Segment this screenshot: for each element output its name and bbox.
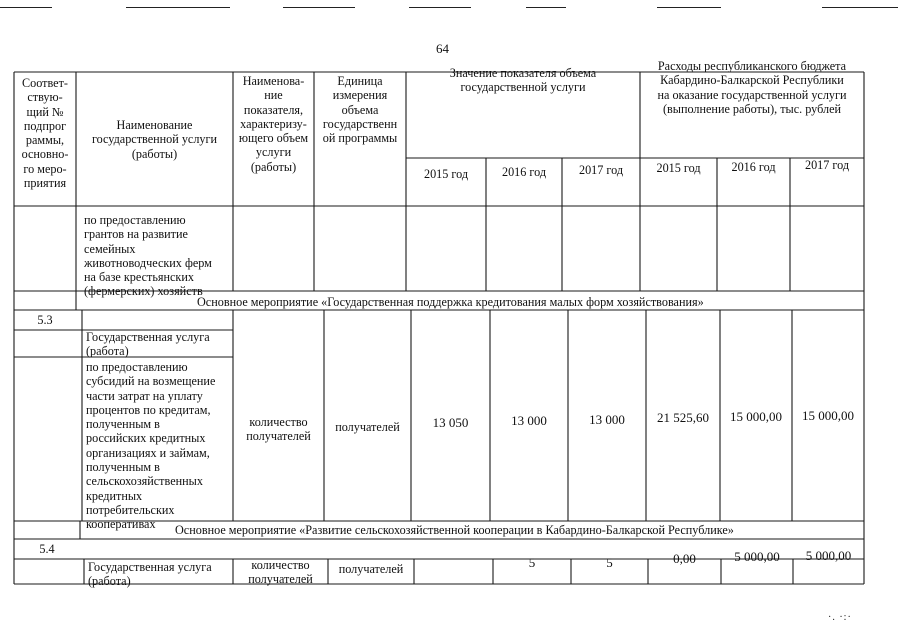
main-activity-5-3-title: Основное мероприятие «Государственная поддержка кредитования малых форм хозяйствования» (197, 295, 704, 309)
header-col-service-name: Наименование государственной услуги (работы) (91, 118, 218, 161)
value-2015: 13 050 (432, 415, 469, 430)
header-col-indicator-name: Наименова- ние показателя, характеризу- ющего объем услуги (работы) (238, 74, 309, 174)
main-activity-5-4-title: Основное мероприятие «Развитие сельскохозяйственной кооперации в Кабардино-Балкарской Республике» (175, 523, 734, 537)
continued-service-name: по предоставлению грантов на развитие семейных животноводческих ферм на базе крестьянских (фермерских) хозяйств (84, 213, 212, 299)
last-expense-2015: 0,00 (673, 551, 696, 566)
header-col-unit: Единица измерения объема государственн ой программы (322, 74, 398, 146)
header-col-subprogram-number: Соответ- ствую- щий № подпрог раммы, основно- го меро- приятия (21, 76, 69, 191)
value-2017: 13 000 (589, 412, 625, 427)
header-year-2017-value: 2017 год (578, 163, 624, 177)
last-service-indicator: количество получателей (248, 558, 313, 587)
top-rule (657, 7, 721, 8)
service-description: по предоставлению субсидий на возмещение части затрат на уплату процентов по кредитам, полученным в российских кредитных организациях и займам, полученным в сельскохозяйственных кредитных потребительских кооперативах (86, 360, 216, 532)
top-rule (283, 7, 355, 8)
header-year-2016-expense: 2016 год (731, 160, 776, 174)
last-service-unit: получателей (338, 562, 404, 576)
header-year-2017-expense: 2017 год (804, 158, 850, 172)
service-indicator: количество получателей (246, 415, 311, 444)
top-rule (126, 7, 230, 8)
top-rule (409, 7, 471, 8)
header-group-indicator-value: Значение показателя объема государственной услуги (449, 66, 597, 95)
last-value-2016: 5 (528, 555, 536, 570)
value-2016: 13 000 (511, 413, 547, 428)
top-rule (0, 7, 52, 8)
last-expense-2016: 5 000,00 (734, 549, 780, 564)
last-service-label: Государственная услуга (работа) (88, 560, 212, 589)
service-label: Государственная услуга (работа) (86, 330, 210, 359)
top-rule (526, 7, 566, 8)
expense-2015: 21 525,60 (657, 410, 709, 425)
last-value-2017: 5 (606, 555, 613, 570)
scan-marks: ·. ·:· (828, 612, 852, 623)
header-group-budget-expenses: Расходы республиканского бюджета Кабардино-Балкарской Республики на оказание государственной услуги (выполнение работы), тыс. рублей (657, 59, 847, 116)
row-number-5-4: 5.4 (39, 542, 55, 556)
expense-2016: 15 000,00 (730, 409, 782, 424)
page-number: 64 (436, 41, 449, 56)
top-rule (822, 7, 898, 8)
header-year-2016-value: 2016 год (501, 165, 547, 179)
last-expense-2017: 5 000,00 (805, 548, 852, 563)
row-number-5-3: 5.3 (37, 313, 53, 327)
expense-2017: 15 000,00 (802, 408, 854, 423)
header-year-2015-value: 2015 год (423, 167, 469, 181)
header-year-2015-expense: 2015 год (656, 161, 701, 175)
service-unit: получателей (335, 420, 400, 434)
